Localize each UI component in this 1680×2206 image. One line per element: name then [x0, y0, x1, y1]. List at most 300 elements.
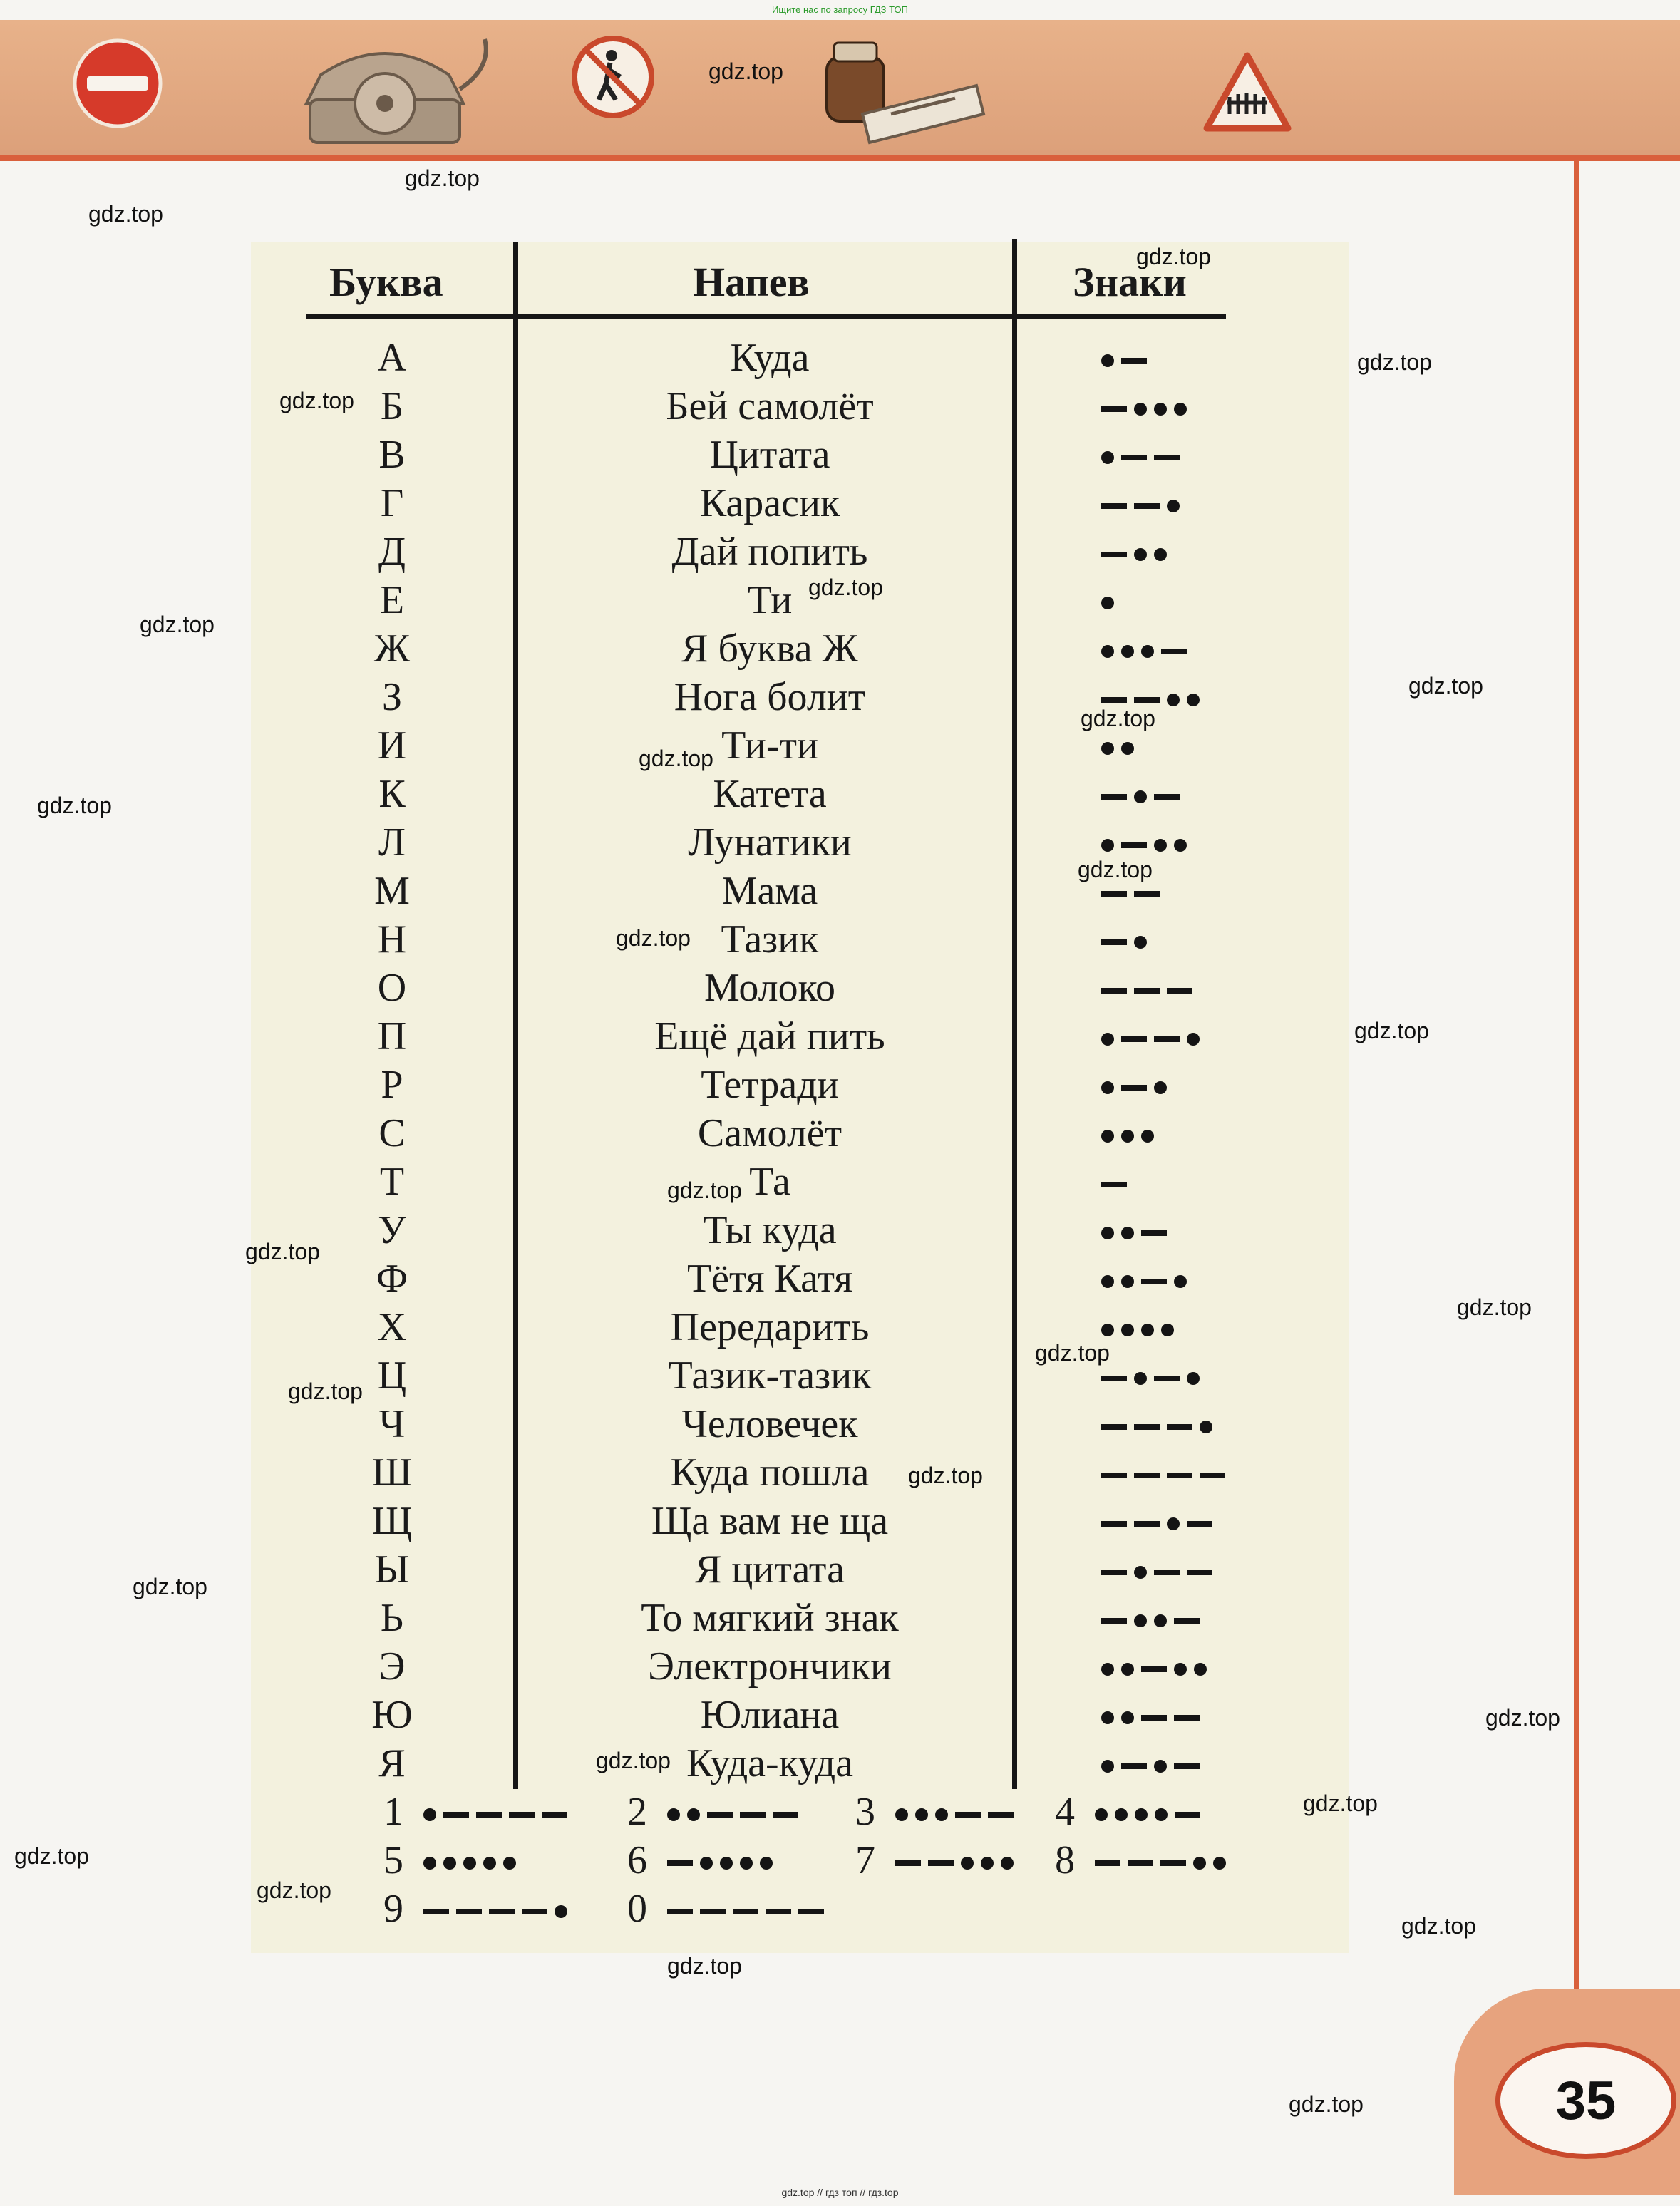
row-code: [1101, 334, 1154, 382]
railroad-crossing-sign-icon: [1201, 50, 1294, 135]
digit-label: 8: [1055, 1838, 1075, 1882]
morse-code: [1101, 1158, 1134, 1206]
watermark: gdz.top: [667, 1177, 742, 1203]
row-letter: Г: [380, 481, 404, 525]
morse-dot: [1174, 1663, 1187, 1676]
watermark: gdz.top: [808, 574, 883, 600]
digit-entry: [383, 1788, 574, 1836]
row-letter: С: [378, 1111, 406, 1155]
morse-dot: [1174, 1275, 1187, 1288]
row-letter: У: [378, 1208, 406, 1252]
row-tune: Ща вам не ща: [651, 1499, 889, 1543]
row-code: [1101, 576, 1121, 624]
morse-dash: [423, 1909, 449, 1914]
row-code: [1101, 1400, 1220, 1448]
morse-dot: [981, 1857, 994, 1870]
row-code: [1101, 624, 1194, 673]
row-letter: К: [378, 772, 406, 816]
digit-label: 5: [383, 1838, 403, 1882]
morse-dot: [1101, 742, 1114, 755]
morse-dot: [1154, 1081, 1167, 1094]
morse-dash: [1121, 1763, 1147, 1769]
header-rule: [306, 314, 1226, 319]
row-letter: П: [377, 1014, 407, 1058]
morse-dash: [1134, 988, 1160, 994]
morse-dash: [443, 1812, 469, 1818]
morse-dot: [1134, 1372, 1147, 1385]
morse-dash: [1101, 1521, 1127, 1527]
row-letter: Ю: [371, 1693, 413, 1737]
digit-label: 2: [627, 1790, 647, 1834]
row-code: [1101, 1158, 1134, 1206]
morse-dash: [1101, 406, 1127, 412]
row-letter: Н: [377, 917, 407, 962]
morse-dot: [503, 1857, 516, 1870]
morse-dot: [1134, 936, 1147, 949]
morse-dash: [1101, 1618, 1127, 1624]
morse-code: [1101, 1400, 1220, 1448]
morse-dot: [1174, 403, 1187, 416]
row-tune: Дай попить: [671, 530, 868, 574]
morse-code: [1101, 382, 1194, 431]
morse-dot: [555, 1905, 567, 1918]
morse-dot: [1193, 1857, 1206, 1870]
morse-dot: [895, 1808, 908, 1821]
row-tune: Тётя Катя: [686, 1257, 853, 1301]
morse-dot: [1101, 597, 1114, 609]
watermark: gdz.top: [1457, 1294, 1532, 1320]
morse-dash: [733, 1909, 758, 1914]
morse-dash: [1101, 988, 1127, 994]
morse-dot: [1161, 1324, 1174, 1336]
row-tune: Ти: [747, 578, 793, 622]
watermark: gdz.top: [1136, 244, 1211, 269]
morse-code: [1101, 1594, 1207, 1642]
morse-dash: [1174, 1618, 1200, 1624]
row-code: [1101, 915, 1154, 964]
row-letter: Я: [378, 1741, 406, 1785]
morse-code: [1101, 964, 1200, 1012]
watermark: gdz.top: [1289, 2091, 1364, 2117]
morse-dash: [1101, 1376, 1127, 1381]
table-row: [0, 431, 1680, 479]
row-code: [1101, 527, 1174, 576]
morse-dash: [1101, 697, 1127, 703]
watermark: gdz.top: [1354, 1018, 1429, 1043]
morse-dot: [935, 1808, 948, 1821]
digit-label: 9: [383, 1887, 403, 1931]
morse-dot: [423, 1857, 436, 1870]
morse-code: [667, 1885, 831, 1933]
row-letter: Ь: [380, 1596, 404, 1640]
watermark: gdz.top: [88, 201, 163, 227]
row-letter: О: [377, 966, 407, 1010]
morse-code: [423, 1885, 574, 1933]
morse-dot: [1101, 839, 1114, 852]
row-tune: Тазик: [721, 917, 819, 962]
row-tune: Куда-куда: [686, 1741, 853, 1785]
morse-dash: [1134, 1473, 1160, 1478]
table-row: [0, 479, 1680, 527]
row-code: [1101, 964, 1200, 1012]
row-letter: Э: [378, 1644, 406, 1689]
morse-dash: [1154, 455, 1180, 460]
table-row: [0, 1448, 1680, 1497]
morse-code: [423, 1788, 574, 1836]
morse-dash: [1134, 503, 1160, 509]
row-tune: Самолёт: [697, 1111, 842, 1155]
row-code: [1101, 1109, 1161, 1158]
morse-dash: [1101, 503, 1127, 509]
digit-label: 3: [855, 1790, 875, 1834]
morse-code: [895, 1788, 1021, 1836]
watermark: gdz.top: [596, 1748, 671, 1773]
no-pedestrians-sign-icon: [570, 34, 656, 120]
row-code: [1101, 431, 1187, 479]
morse-dash: [1200, 1473, 1225, 1478]
row-code: [1101, 1594, 1207, 1642]
watermark: gdz.top: [708, 58, 783, 84]
morse-dash: [1101, 939, 1127, 945]
header-divider: [0, 155, 1680, 161]
row-code: [1101, 1497, 1220, 1545]
morse-dot: [443, 1857, 456, 1870]
morse-dot: [423, 1808, 436, 1821]
digit-entry: [1055, 1788, 1207, 1836]
row-letter: Ж: [373, 627, 411, 671]
watermark: gdz.top: [257, 1877, 331, 1903]
morse-dot: [760, 1857, 773, 1870]
morse-dash: [1167, 1473, 1192, 1478]
morse-dot: [915, 1808, 928, 1821]
watermark: gdz.top: [279, 388, 354, 413]
morse-code: [1101, 915, 1154, 964]
header-code: Знаки: [1073, 259, 1187, 305]
row-code: [1101, 1691, 1207, 1739]
table-row: [0, 1594, 1680, 1642]
morse-dot: [1135, 1808, 1148, 1821]
watermark: gdz.top: [1357, 349, 1432, 375]
row-letter: Х: [377, 1305, 407, 1349]
jar-and-newspaper-icon: [813, 29, 991, 150]
digit-entry: [383, 1836, 523, 1885]
morse-code: [423, 1836, 523, 1885]
morse-dash: [1187, 1570, 1212, 1575]
watermark: gdz.top: [140, 612, 215, 637]
morse-dot: [1121, 1711, 1134, 1724]
morse-dash: [456, 1909, 482, 1914]
row-tune: Электрончики: [648, 1644, 892, 1689]
morse-code: [1101, 527, 1174, 576]
morse-code: [1101, 1061, 1174, 1109]
morse-dot: [1101, 1711, 1114, 1724]
table-row: [0, 1400, 1680, 1448]
digit-entry: [1055, 1836, 1233, 1885]
morse-dash: [773, 1812, 798, 1818]
morse-code: [667, 1836, 780, 1885]
row-code: [1101, 1739, 1207, 1788]
row-tune: Ты куда: [703, 1208, 837, 1252]
morse-code: [1101, 1351, 1207, 1400]
row-code: [1101, 1206, 1174, 1254]
morse-dash: [1134, 891, 1160, 897]
row-letter: Е: [379, 578, 405, 622]
morse-dash: [1141, 1279, 1167, 1284]
row-code: [1101, 382, 1194, 431]
table-row: [0, 1497, 1680, 1545]
morse-dot: [1154, 403, 1167, 416]
morse-dash: [1167, 988, 1192, 994]
morse-dot: [1121, 742, 1134, 755]
table-row: [0, 1061, 1680, 1109]
morse-dot: [1121, 1227, 1134, 1239]
morse-dash: [1154, 1570, 1180, 1575]
row-letter: Ц: [377, 1354, 407, 1398]
row-letter: М: [374, 869, 410, 913]
morse-dot: [1187, 1372, 1200, 1385]
morse-dot: [1154, 1614, 1167, 1627]
row-letter: З: [381, 675, 403, 719]
morse-dot: [1101, 1663, 1114, 1676]
morse-code: [1101, 1303, 1181, 1351]
morse-dot: [1134, 548, 1147, 561]
morse-dash: [1121, 842, 1147, 848]
watermark: gdz.top: [37, 793, 112, 818]
morse-dot: [1095, 1808, 1108, 1821]
table-row: [0, 964, 1680, 1012]
row-code: [1101, 1448, 1232, 1497]
morse-code: [1095, 1788, 1207, 1836]
morse-dash: [1101, 1424, 1127, 1430]
morse-dash: [1134, 1424, 1160, 1430]
row-letter: Ш: [371, 1450, 413, 1495]
no-entry-sign-icon: [71, 37, 164, 130]
row-tune: Тетради: [701, 1063, 839, 1107]
morse-dot: [687, 1808, 700, 1821]
morse-dot: [1154, 1760, 1167, 1773]
morse-code: [1095, 1836, 1233, 1885]
row-tune: Катета: [713, 772, 827, 816]
row-tune: Юлиана: [700, 1693, 840, 1737]
morse-dot: [700, 1857, 713, 1870]
table-row: [0, 770, 1680, 818]
row-tune: Ти-ти: [721, 723, 818, 768]
table-row: [0, 1351, 1680, 1400]
morse-dot: [1134, 1614, 1147, 1627]
morse-code: [1101, 334, 1154, 382]
morse-code: [1101, 624, 1194, 673]
morse-dot: [1121, 1275, 1134, 1288]
morse-dash: [1167, 1424, 1192, 1430]
morse-dot: [1101, 1275, 1114, 1288]
morse-code: [1101, 1497, 1220, 1545]
morse-dash: [509, 1812, 535, 1818]
row-tune: Ещё дай пить: [654, 1014, 885, 1058]
row-letter: Л: [378, 820, 406, 865]
morse-code: [1101, 1254, 1194, 1303]
morse-dash: [1141, 1715, 1167, 1721]
morse-dot: [1101, 645, 1114, 658]
morse-dot: [961, 1857, 974, 1870]
morse-dot: [1194, 1663, 1207, 1676]
bottom-note: gdz.top // гдз топ // гдз.top: [781, 2187, 899, 2198]
watermark: gdz.top: [133, 1574, 207, 1599]
digit-label: 1: [383, 1790, 403, 1834]
morse-dot: [1121, 1130, 1134, 1143]
row-code: [1101, 1351, 1207, 1400]
morse-dash: [1160, 1860, 1186, 1866]
morse-dot: [1213, 1857, 1226, 1870]
morse-code: [1101, 770, 1187, 818]
row-tune: Я буква Ж: [681, 627, 858, 671]
row-tune: То мягкий знак: [641, 1596, 899, 1640]
morse-dash: [700, 1909, 726, 1914]
watermark: gdz.top: [288, 1378, 363, 1404]
morse-dot: [1187, 1033, 1200, 1046]
morse-dot: [1101, 1130, 1114, 1143]
morse-dot: [1154, 548, 1167, 561]
morse-dot: [1174, 839, 1187, 852]
morse-code: [1101, 1448, 1232, 1497]
digit-entry: [627, 1836, 780, 1885]
row-tune: Цитата: [709, 433, 830, 477]
morse-dash: [1161, 649, 1187, 654]
row-letter: Б: [380, 384, 404, 428]
table-row: [0, 818, 1680, 867]
morse-dot: [1121, 1324, 1134, 1336]
watermark: gdz.top: [1078, 857, 1153, 882]
watermark: gdz.top: [405, 165, 480, 191]
watermark: gdz.top: [667, 1953, 742, 1979]
morse-dash: [1095, 1860, 1120, 1866]
morse-dot: [1134, 790, 1147, 803]
morse-dot: [1141, 1324, 1154, 1336]
table-row: [0, 1739, 1680, 1788]
morse-dash: [1101, 1570, 1127, 1575]
watermark: gdz.top: [1303, 1790, 1378, 1816]
digit-label: 0: [627, 1887, 647, 1931]
row-tune: Куда пошла: [670, 1450, 870, 1495]
table-row: [0, 624, 1680, 673]
morse-code: [895, 1836, 1021, 1885]
morse-dash: [740, 1812, 766, 1818]
morse-dash: [1154, 1376, 1180, 1381]
row-letter: Ы: [374, 1547, 410, 1592]
morse-dot: [1134, 1566, 1147, 1579]
morse-code: [1101, 479, 1187, 527]
morse-dash: [766, 1909, 791, 1914]
row-letter: Р: [381, 1063, 403, 1107]
morse-dot: [1134, 403, 1147, 416]
morse-dot: [1155, 1808, 1168, 1821]
morse-dot: [1141, 645, 1154, 658]
table-row: [0, 1158, 1680, 1206]
morse-dash: [489, 1909, 515, 1914]
row-code: [1101, 1303, 1181, 1351]
morse-code: [1101, 431, 1187, 479]
watermark: gdz.top: [1401, 1913, 1476, 1939]
morse-dash: [667, 1860, 693, 1866]
morse-dot: [1101, 1227, 1114, 1239]
morse-dash: [1101, 552, 1127, 557]
row-code: [1101, 1012, 1207, 1061]
morse-dash: [1174, 1715, 1200, 1721]
digit-entry: [383, 1885, 574, 1933]
morse-dot: [1167, 694, 1180, 706]
morse-dot: [1121, 1663, 1134, 1676]
header-tune: Напев: [693, 259, 810, 305]
row-code: [1101, 479, 1187, 527]
watermark: gdz.top: [1035, 1340, 1110, 1366]
row-tune: Передарить: [670, 1305, 870, 1349]
morse-dash: [955, 1812, 981, 1818]
digit-label: 4: [1055, 1790, 1075, 1834]
morse-dash: [476, 1812, 502, 1818]
morse-dot: [1101, 354, 1114, 367]
morse-dash: [1134, 1521, 1160, 1527]
morse-dash: [1121, 455, 1147, 460]
morse-code: [1101, 1109, 1161, 1158]
morse-code: [1101, 576, 1121, 624]
morse-dash: [1141, 1666, 1167, 1672]
morse-code: [1101, 1206, 1174, 1254]
morse-dot: [1187, 694, 1200, 706]
row-letter: Ф: [376, 1257, 408, 1301]
morse-code: [1101, 1691, 1207, 1739]
morse-dot: [1101, 1324, 1114, 1336]
morse-dash: [928, 1860, 954, 1866]
morse-dot: [1167, 1517, 1180, 1530]
watermark: gdz.top: [908, 1463, 983, 1488]
row-letter: Т: [379, 1160, 405, 1204]
row-tune: Молоко: [704, 966, 835, 1010]
morse-dash: [1187, 1521, 1212, 1527]
watermark: gdz.top: [1408, 673, 1483, 699]
row-tune: Та: [749, 1160, 790, 1204]
morse-dash: [1128, 1860, 1153, 1866]
page-number: 35: [1495, 2042, 1676, 2159]
morse-dash: [1101, 891, 1127, 897]
header-letter: Буква: [329, 259, 443, 305]
row-tune: Куда: [730, 336, 810, 380]
table-row: [0, 1303, 1680, 1351]
morse-code: [1101, 1545, 1220, 1594]
morse-dot: [1101, 1033, 1114, 1046]
morse-code: [1101, 1642, 1214, 1691]
watermark: gdz.top: [1081, 706, 1155, 731]
morse-dash: [1121, 1085, 1147, 1091]
row-tune: Карасик: [699, 481, 840, 525]
table-row: [0, 915, 1680, 964]
morse-dash: [522, 1909, 547, 1914]
morse-dash: [798, 1909, 824, 1914]
row-code: [1101, 1642, 1214, 1691]
row-letter: В: [378, 433, 406, 477]
telephone-icon: [278, 25, 506, 150]
table-row: [0, 721, 1680, 770]
morse-dot: [1141, 1130, 1154, 1143]
watermark: gdz.top: [616, 925, 691, 951]
morse-dash: [1101, 794, 1127, 800]
morse-code: [1101, 1012, 1207, 1061]
morse-dash: [542, 1812, 567, 1818]
watermark: gdz.top: [14, 1843, 89, 1869]
morse-dot: [1200, 1421, 1212, 1433]
digit-entry: [855, 1836, 1021, 1885]
row-letter: А: [377, 336, 407, 380]
row-tune: Я цитата: [695, 1547, 845, 1592]
table-row: [0, 1642, 1680, 1691]
